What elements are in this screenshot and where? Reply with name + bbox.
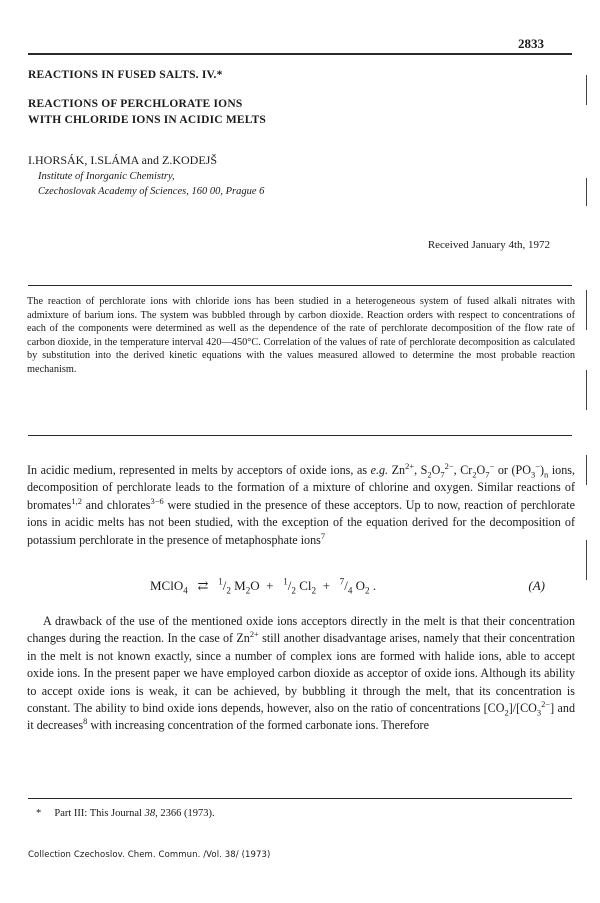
abstract: The reaction of perchlorate ions with chloride ions has been studied in a heterogeneous system of fused alkali nitrates with admixture of barium ions. The system was bubbled through by carbon dioxide. Reaction orders with respect to concentrations of each of the components were determined as well as the dependence of the rate of perchlorate decomposition of the flow rate of carbon dioxide, in the temperature interval 420—450°C. Correlation of the values of rate of perchlorate decomposition as calculated by substitution into the derived kinetic equations with the values measured allowed to determine the most probable reaction mechanism. [27,296,575,375]
affiliation-line1: Institute of Inorganic Chemistry, [38,171,175,182]
article-title-series: REACTIONS IN FUSED SALTS. IV.* [28,69,223,81]
received-date: Received January 4th, 1972 [427,239,550,251]
equation-label: (A) [528,578,545,593]
header-rule [28,53,572,55]
footnote-marker: * [36,808,42,819]
equation-body: MClO$_4$ ⇄ $^1/_2$ $M_2O$ + $^1/_2$ $Cl_2$ + $^7/_4$ $O_2$ . [150,576,377,596]
article-title-line1: REACTIONS OF PERCHLORATE IONS [28,98,243,110]
affiliation-line2: Czechoslovak Academy of Sciences, 160 00, Prague 6 [38,186,265,197]
abstract-top-rule [28,285,572,286]
margin-mark [586,455,587,485]
page-number: 2833 [518,36,544,51]
article-title-line2: WITH CHLORIDE IONS IN ACIDIC MELTS [28,114,267,126]
equation-A [0,578,600,598]
margin-mark [586,178,587,206]
margin-mark [586,75,587,105]
abstract-bottom-rule [28,435,572,436]
body-paragraph-2: A drawback of the use of the mentioned oxide ions acceptors directly in the melt is that their concentration changes during the reaction. In the case of $Zn^{2+}$ still another disadvantage arises, namely that their concentration in the melt is not known exactly, since a number of complex ions are formed with halide ions, able to accept oxide ions. In the present paper we have employed carbon dioxide as acceptor of oxide ions. Although its ability to accept oxide ions is weak, it can be achieved, by bubbling it through the melt, that its concentration is constant. The ability to bind oxide ions depends, however, also on the ratio of concentrations $[CO_2]/[CO_3^{2-}]$ and it decreases$^8$ with increasing concentration of the formed carbonate ions. Therefore [27,614,576,733]
footnote: * Part III: This Journal 38, 2366 (1973). [36,808,215,819]
margin-mark [586,370,587,410]
journal-footer: Collection Czechoslov. Chem. Commun. /Vol. 38/ (1973) [28,850,271,860]
authors: I.HORSÁK, I.SLÁMA and Z.KODEJŠ [28,153,218,167]
margin-mark [586,540,587,580]
body-paragraph-1: In acidic medium, represented in melts by acceptors of oxide ions, as e.g. $Zn^{2+}$, $S_2O_7^{2-}$, $Cr_2O_7^-$ or $(PO_3^-)_n$ ions, decomposition of perchlorate leads to the formation of a mixture of chlorine and oxygen. Similar reactions of bromates$^{1,2}$ and chlorates$^{3-6}$ were studied in the presence of these acceptors. Up to now, reaction of perchlorate ions in acidic melts has not been studied, with the exception of the equation derived for the decomposition of potassium perchlorate in the presence of metaphosphate ions$^7$ [27,460,576,547]
margin-mark [586,290,587,330]
footnote-rule [28,798,572,799]
